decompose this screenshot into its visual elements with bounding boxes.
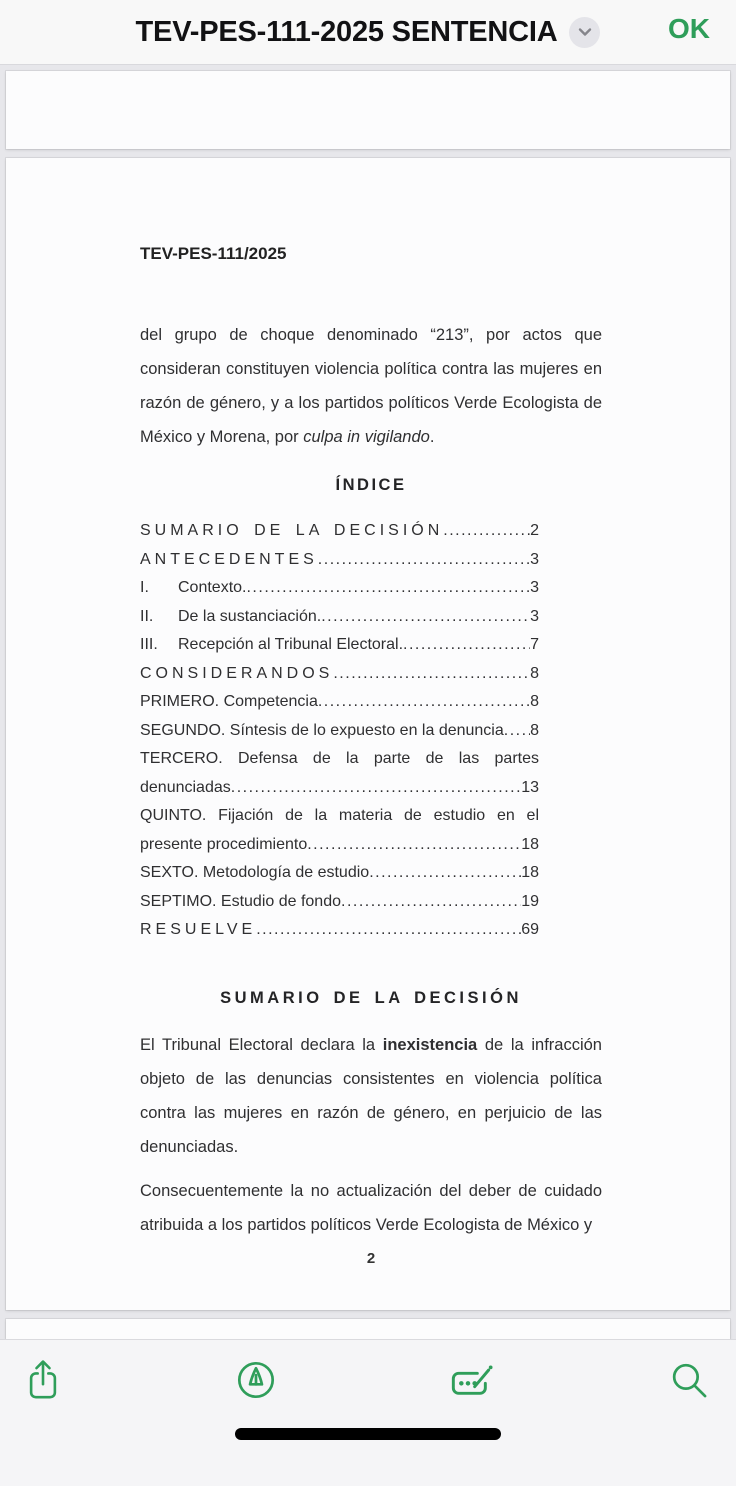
toolbar-buttons: [0, 1340, 736, 1404]
document-viewer[interactable]: [0, 65, 736, 1339]
share-button[interactable]: [22, 1356, 64, 1404]
chevron-down-icon: [576, 23, 594, 41]
navbar: [0, 0, 736, 65]
toc-entry: III. Recepción al Tribunal Electoral. ..... 7: [140, 631, 539, 660]
toc-entry: SUMARIO DE LA DECISIÓN ..... 2: [140, 517, 539, 546]
sumario-paragraph: El Tribunal Electoral declara la inexistencia de la infracción objeto de las denuncias consistentes en violencia política contra las mujeres en razón de género, en perjuicio de las denunciadas.: [140, 1035, 602, 1156]
title-dropdown-button[interactable]: [569, 17, 600, 48]
dot-leader: [318, 546, 530, 575]
markup-pen-icon: [235, 1359, 277, 1401]
intro-paragraph: del grupo de choque denominado “213”, por actos que consideran constituyen violencia política contra las mujeres en razón de género, y a los partidos políticos Verde Ecologista de México y Morena, por culpa in vigilando.: [140, 326, 602, 446]
toc-entry: TERCERO. Defensa de la parte de las partes denunciadas ..... 13: [140, 745, 539, 802]
page-title: TEV-PES-111-2025 SENTENCIA: [135, 15, 558, 48]
dot-leader: [403, 631, 530, 660]
page-number: 2: [366, 1249, 376, 1267]
dot-leader: [256, 916, 521, 945]
table-of-contents: [140, 517, 539, 945]
search-icon: [668, 1359, 710, 1401]
title-group: [136, 16, 601, 49]
dot-leader: [341, 888, 521, 917]
toc-entry: ANTECEDENTES ..... 3: [140, 546, 539, 575]
toc-entry: SEXTO. Metodología de estudio ..... 18: [140, 859, 539, 888]
dot-leader: [318, 688, 530, 717]
indice-heading: ÍNDICE: [335, 476, 407, 494]
dot-leader: [504, 717, 530, 746]
toc-entry: I. Contexto. ..... 3: [140, 574, 539, 603]
fill-and-sign-icon: [449, 1360, 495, 1400]
dot-leader: [369, 859, 521, 888]
share-icon: [24, 1358, 62, 1402]
toc-entry: RESUELVE ..... 69: [140, 916, 539, 945]
toc-entry: SEGUNDO. Síntesis de lo expuesto en la denuncia ..... 8: [140, 717, 539, 746]
search-button[interactable]: [666, 1357, 712, 1403]
dot-leader: [321, 603, 530, 632]
home-indicator[interactable]: [235, 1428, 501, 1440]
dot-leader: [443, 517, 530, 546]
closing-paragraph: Consecuentemente la no actualización del deber de cuidado atribuida a los partidos políticos Verde Ecologista de México y: [140, 1181, 602, 1234]
ok-button[interactable]: OK: [668, 13, 710, 44]
dot-leader: [333, 660, 530, 689]
sumario-heading: SUMARIO DE LA DECISIÓN: [220, 988, 522, 1007]
dot-leader: [307, 831, 521, 860]
toc-entry: II. De la sustanciación. ..... 3: [140, 603, 539, 632]
toolbar: [0, 1339, 736, 1486]
toc-entry: QUINTO. Fijación de la materia de estudio en el presente procedimiento ..... 18: [140, 802, 539, 859]
toc-entry: CONSIDERANDOS ..... 8: [140, 660, 539, 689]
fill-sign-button[interactable]: [447, 1358, 497, 1402]
next-page-fragment: [6, 1319, 730, 1339]
previous-page-fragment: [6, 71, 730, 149]
dot-leader: [246, 574, 530, 603]
markup-button[interactable]: [233, 1357, 279, 1403]
dot-leader: [231, 774, 521, 803]
toc-entry: PRIMERO. Competencia ..... 8: [140, 688, 539, 717]
toc-entry: SEPTIMO. Estudio de fondo ..... 19: [140, 888, 539, 917]
document-page: [6, 158, 730, 1310]
case-number: TEV-PES-111/2025: [140, 244, 287, 263]
